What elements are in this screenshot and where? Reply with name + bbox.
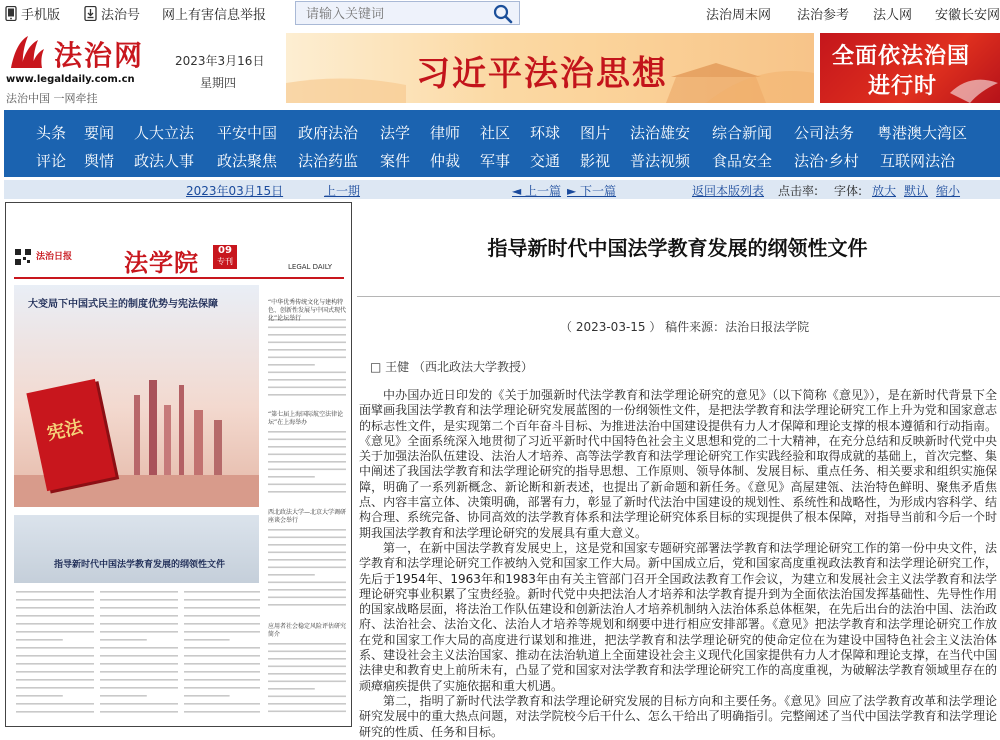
issue-date-link[interactable]: 2023年03月15日 xyxy=(186,184,284,198)
nav-item-community[interactable]: 社区 xyxy=(480,124,511,142)
prev-article-link[interactable]: ◄ 上一篇 xyxy=(512,184,562,198)
nav-item-cases[interactable]: 案件 xyxy=(380,152,411,170)
article-paragraph: 第二，指明了新时代法学教育和法学理论研究发展的目标方向和主要任务。《意见》回应了法学教育改革和法学理论研究发展中的重大热点问题，对法学院校今后干什么、怎么干给出了明确指引。完整阐述了当代中国法学教育和法学理论研究的性质、任务和目标。 xyxy=(359,693,997,739)
font-smaller-link[interactable]: 缩小 xyxy=(936,184,961,198)
article-title: 指导新时代中国法学教育发展的纲领性文件 xyxy=(487,236,868,260)
thumb-headline2: 指导新时代中国法学教育发展的纲领性文件 xyxy=(54,560,226,570)
banner2-line2: 进行时 xyxy=(868,74,938,99)
back-to-list-link[interactable]: 返回本版列表 xyxy=(692,184,765,198)
font-default-link[interactable]: 默认 xyxy=(904,184,929,198)
newspaper-page-thumbnail[interactable] xyxy=(5,202,352,727)
search-icon[interactable] xyxy=(493,4,513,24)
nav-item-internet-law[interactable]: 互联网法治 xyxy=(880,152,956,170)
nav-item-law-video[interactable]: 普法视频 xyxy=(630,152,691,170)
banner-xi-rule-of-law[interactable] xyxy=(286,33,814,103)
logo-slogan: 法治中国 一网牵挂 xyxy=(6,92,98,105)
nav-item-general-news[interactable]: 综合新闻 xyxy=(712,124,773,142)
hits-label: 点击率: xyxy=(778,184,819,198)
app-link[interactable] xyxy=(84,4,140,23)
top-link-legalperson[interactable]: 法人网 xyxy=(873,8,913,23)
logo-text: 法治网 xyxy=(54,39,145,72)
nav-item-traffic[interactable]: 交通 xyxy=(530,152,561,170)
article-meta: （ 2023-03-15 ） 稿件来源：法治日报法学院 xyxy=(560,320,810,334)
mobile-label: 手机版 xyxy=(21,8,61,23)
nav-item-headline[interactable]: 头条 xyxy=(36,124,67,142)
nav-item-food-safety[interactable]: 食品安全 xyxy=(712,152,773,170)
article-body xyxy=(359,388,997,740)
thumb-book-text: 宪法 xyxy=(45,416,85,445)
nav-item-arbitration[interactable]: 仲裁 xyxy=(430,152,461,170)
nav-item-military[interactable]: 军事 xyxy=(480,152,511,170)
nav-item-gov-rule[interactable]: 政府法治 xyxy=(298,124,359,142)
phone-icon xyxy=(5,6,17,21)
download-icon xyxy=(84,6,97,21)
thumb-section-title: 法学院 xyxy=(124,249,199,277)
thumb-side-item-1: “中华优秀传统文化与建构特色、创新性发展与中国式现代化”论坛举行 xyxy=(268,299,347,322)
thumb-page-no: 09 xyxy=(218,245,232,256)
font-bigger-link[interactable]: 放大 xyxy=(872,184,897,198)
nav-item-public-opinion[interactable]: 舆情 xyxy=(84,152,115,170)
nav-item-global[interactable]: 环球 xyxy=(530,124,561,142)
nav-item-rural[interactable]: 法治·乡村 xyxy=(794,152,859,170)
thumb-headline1: 大变局下中国式民主的制度优势与宪法保障 xyxy=(28,299,218,310)
banner1-text: 习近平法治思想 xyxy=(416,54,668,94)
article-paragraph: 第一，在新中国法学教育发展史上，这是党和国家专题研究部署法学教育和法学理论研究工作的第一份中央文件，法学教育和法学理论研究工作被纳入党和国家工作大局。新中国成立后，党和国家高度重视政法教育和法学理论研究工作，先后于1954年、1963年和1983年由有关主管部门召开全国政法教育工作会议，为建立和发展社会主义法学教育和法学理论研究事业积累了宝贵经验。新时代党中央把法治人才培养和法学教育提升到为全面依法治国发挥基础性、先导性作用的国家战略层面，将法治工作队伍建设和创新法治人才培养机制纳入法治体系总体框架，在先后出台的法治中国、法治政府、法治社会、法治文化、法治人才培养等规划和纲要中进行相应安排部署。《意见》把法学教育和法学理论研究工作放在党和国家工作大局的高度进行谋划和推进，把法学教育和法学理论研究的使命定位在为建设中国特色社会主义法治体系、建设社会主义法治国家、推动在法治轨道上全面建设社会主义现代化国家提供有力人才保障和理论支撑，在当代中国法律史和教育史上前所未有，凸显了党和国家对法学教育和法学理论研究工作的高度重视，为破解法学教育领域里存在的顽瘴痼疾提供了实施依据和重大机遇。 xyxy=(359,540,997,693)
next-article-link[interactable]: ► 下一篇 xyxy=(567,184,617,198)
nav-item-personnel[interactable]: 政法人事 xyxy=(134,152,195,170)
nav-item-focus[interactable]: 政法聚焦 xyxy=(217,152,278,170)
nav-item-photos[interactable]: 图片 xyxy=(580,124,611,142)
page-toolbar xyxy=(4,180,1000,199)
thumb-side-item-3: 西北政法大学—北京大学调研座谈会举行 xyxy=(268,509,347,524)
prev-issue-link[interactable]: 上一期 xyxy=(324,184,361,198)
site-logo[interactable] xyxy=(6,32,146,107)
nav-item-drug-supervision[interactable]: 法治药监 xyxy=(298,152,359,170)
thumb-side-item-4: 应用者社会稳定风险评估研究简介 xyxy=(268,623,347,638)
report-link[interactable]: 网上有害信息举报 xyxy=(162,8,267,23)
nav-item-corporate-legal[interactable]: 公司法务 xyxy=(794,124,855,142)
thumb-text-columns xyxy=(6,203,352,727)
top-link-reference[interactable]: 法治参考 xyxy=(797,8,850,23)
nav-item-commentary[interactable]: 评论 xyxy=(36,152,67,170)
top-link-weekend[interactable]: 法治周末网 xyxy=(706,8,772,23)
article-author: □ 王健 （西北政法大学教授） xyxy=(370,360,533,374)
article-paragraph: 中办国办近日印发的《关于加强新时代法学教育和法学理论研究的意见》（以下简称《意见》），是在新时代背景下全面擘画我国法学教育和法学理论研究发展蓝图的一份纲领性文件，是把法学教育和法学理论研究工作上升为党和国家意志的标志性文件，是实现第二个百年奋斗目标、为推进法治中国建设提供有力人才保障和理论支撑的根本遵循和行动指南。《意见》全面系统深入地贯彻了习近平新时代中国特色社会主义思想和党的二十大精神，在充分总结和反映新时代党中央关于加强法治队伍建设、法治人才培养、高等法学教育和法学理论研究工作实践经验和取得成就的基础上，首次完整、集中阐述了我国法学教育和法学理论研究的指导思想、工作原则、领导体制、发展目标、重点任务、相关要求和组织实施保障，明确了一系列新概念、新论断和新表述，也提出了新命题和新任务。《意见》高屋建瓴、法治特色鲜明、聚焦矛盾焦点、内容丰富立体、决策明确，部署有力，彰显了新时代法治中国建设的规划性、系统性和战略性，为形成内容科学、结构合理、系统完备、协同高效的法学教育体系和法学理论研究体系目标的实现提供了根本保障，对指导当前和今后一个时期我国法学教育和法学理论研究的发展具有重大意义。 xyxy=(359,388,997,540)
nav-item-film[interactable]: 影视 xyxy=(580,152,611,170)
top-bar xyxy=(0,0,1000,26)
font-size-label: 字体: xyxy=(834,184,863,198)
thumb-masthead: 法治日报 xyxy=(36,252,73,262)
nav-item-law-study[interactable]: 法学 xyxy=(380,124,411,142)
search-input[interactable] xyxy=(296,2,493,26)
nav-item-news[interactable]: 要闻 xyxy=(84,124,115,142)
current-date: 2023年3月16日 xyxy=(175,54,265,68)
nav-item-xiongan[interactable]: 法治雄安 xyxy=(630,124,691,142)
nav-item-safe-china[interactable]: 平安中国 xyxy=(217,124,278,142)
nav-item-lawyer[interactable]: 律师 xyxy=(430,124,461,142)
search-box xyxy=(295,1,520,25)
app-label: 法治号 xyxy=(101,8,141,23)
thumb-english: LEGAL DAILY xyxy=(288,263,333,271)
banner2-line1: 全面依法治国 xyxy=(832,44,971,69)
current-weekday: 星期四 xyxy=(200,76,237,90)
main-nav xyxy=(4,110,1000,177)
title-divider xyxy=(357,296,1000,297)
thumb-side-item-2: “第七届上海国际航空法律论坛”在上海举办 xyxy=(268,411,344,426)
logo-emblem-icon xyxy=(6,32,46,72)
thumb-page-tag: 专刊 xyxy=(217,257,233,266)
top-link-anhui[interactable]: 安徽长安网 xyxy=(935,8,1000,23)
nav-item-greater-bay[interactable]: 粤港澳大湾区 xyxy=(877,124,968,142)
mobile-link[interactable] xyxy=(5,4,60,23)
logo-url: www.legaldaily.com.cn xyxy=(6,74,135,85)
banner-rule-of-law-progress[interactable] xyxy=(820,33,1000,103)
nav-item-npc-legislation[interactable]: 人大立法 xyxy=(134,124,195,142)
